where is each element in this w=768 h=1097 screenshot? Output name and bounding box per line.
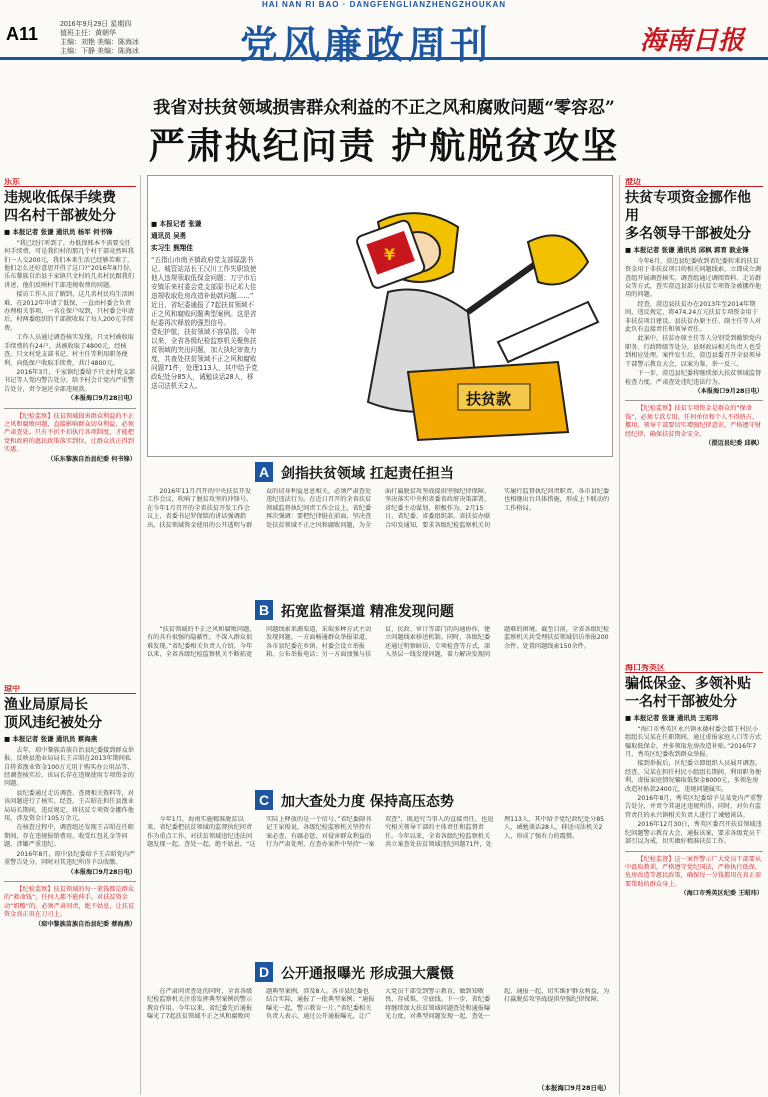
story-location: 琼中 — [4, 685, 136, 694]
headline-kicker: 我省对扶贫领域损害群众利益的不正之风和腐败问题“零容忍” — [153, 98, 615, 118]
section-a-header — [255, 462, 555, 482]
section-title: 剑指扶贫领域 扛起责任担当 — [281, 466, 454, 482]
proof-editor: 主编：下静 美编：陈海冰 — [60, 48, 139, 55]
story-title: 违规收低保手续费 四名村干部被处分 — [4, 190, 116, 225]
paragraph: 接到举报后，区纪委立即组织人员展开调查。经查，吴某在担任村民小组组长期间，利用职务便利，虚报家庭情况骗取低保金8000元，多领危房改造补贴款2400元，违规问题属实。 — [625, 760, 762, 793]
svg-text:¥: ¥ — [384, 245, 396, 264]
column-divider — [140, 175, 141, 1095]
paragraph: 县纪委通过走访调查、查阅相关资料等，对该问题进行了核实。经查，王吉昭在担任县渔业局局长期间，违反规定，将扶贫专项资金挪作他用，涉及资金计105万余元。 — [4, 789, 134, 823]
illustration-label: 扶贫款 — [466, 390, 512, 408]
byline-intern: 实习生 熊翔佳 — [151, 244, 193, 252]
commentary-credit: （海口市秀英区纪委 王昭玮） — [680, 890, 763, 898]
right-story-2 — [625, 664, 763, 1094]
section-tag: B — [255, 600, 273, 620]
paragraph: 今年1月，海南实施精准脱贫以来，省纪委把扶贫领域的监督执纪问责作为重点工作，对扶贫领域违纪违法问题发现一起、查处一起，绝不姑息。“这实际上释放的是一个信号。”省纪委副书记王家俊说，各级纪检监察机关坚持有案必查、有腐必惩，对侵害群众利益的行为严肃处理，在查办案件中坚持“一案双查”，既追究当事人的直接责任，也追究相关领导干部的主体责任和监督责任。今年以来，全省各级纪检监察机关共立案查处扶贫领域违纪问题71件，处理113人，其中给予党纪政纪处分85人，诫勉谈话28人，移送司法机关2人，形成了强有力的震慑。 — [147, 816, 605, 849]
newspaper-logo: 海南日报 — [640, 26, 745, 56]
paragraph: 经查，澄迈县扶贫办在2013年至2014年期间，违反规定，将474.24万元扶贫专项资金用于非扶贫项目建设。县扶贫办原主任、副主任等人对此负有直接责任和领导责任。 — [625, 300, 762, 334]
left-story-2 — [4, 685, 136, 1095]
story-byline: ■ 本报记者 张谦 通讯员 杨军 何书锋 — [4, 228, 113, 237]
page-number: A11 — [6, 24, 39, 44]
left-story-1 — [4, 178, 136, 678]
duty-editor: 值班主任：黄朝华 — [60, 30, 116, 37]
column-divider — [619, 175, 620, 1095]
paragraph: 下一步，澄迈县纪委将继续加大扶贫领域监督检查力度，严肃查处违纪违法行为。 — [625, 370, 762, 386]
dateline-note: （本报海口9月28日电） — [67, 395, 136, 403]
paragraph: 近日，省纪委通报了7起扶贫领域不正之风和腐败问题典型案例。这是省纪委再次释放的强烈信号。 — [151, 301, 257, 327]
page-meta — [60, 20, 139, 56]
section-title: 拓宽监督渠道 精准发现问题 — [281, 604, 454, 620]
paragraph: 此案中，扶贫办原主任等人分别受到撤销党内职务、行政降级等处分，县财政局相关负责人也受到相应处理。案件发生后，澄迈县委召开全县领导干部警示教育大会，以案为鉴、举一反三。 — [625, 335, 762, 368]
section-title: 党风廉政周刊 — [240, 22, 493, 67]
section-d-body — [147, 988, 613, 1082]
paragraph: 接访工作人员了解到，这几名村民均生活困难，在2012年申请了低保，一直由村委会负责办理相关事项，一名在保户叹到，只村委会申请后，村两委组织的干部就收取了每人200元手续费。 — [4, 291, 134, 332]
paragraph: 在严肃问责查处的同时，全省各级纪检监察机关注重发挥典型案例的警示教育作用。今年以来，省纪委先后通报曝光了7起扶贫领域不正之风和腐败问题典型案例，涉及8人。各市县纪委也结合实际，通报了一批典型案例。“通报曝光一起，警示教育一片。”省纪委相关负责人表示，通过公开通报曝光，让广大党员干部受到警示教育，做到知敬畏、存戒惧、守底线。下一步，省纪委将继续加大扶贫领域问题查处和通报曝光力度，对典型问题发现一起、查处一起、通报一起，切实维护群众利益，为打赢脱贫攻坚战提供坚强纪律保障。 — [147, 988, 610, 1021]
divider — [4, 881, 136, 882]
story-byline: ■ 本报记者 张谦 通讯员 邱枫 郭育 敦业锋 — [625, 246, 749, 255]
paragraph: 2016年12月30日，秀英区委召开扶贫领域违纪问题警示教育大会，通报该案，要求各级党员干部引以为戒，切实做好精准扶贫工作。 — [625, 821, 762, 846]
commentary: 【纪检监督】这一案件警示广大党员干部要从中汲取教训，严格遵守党纪国法，严格执行低保、危房改造等惠民政策，确保每一分钱都用在真正需要帮助的群众身上。 — [625, 855, 762, 888]
story-title: 骗低保金、多领补贴 一名村干部被处分 — [625, 676, 751, 711]
paragraph: 在核查过程中，调查组还发现王吉昭在任职期间，存在违规报销费用、收受红包礼金等问题，涉嫌严重违纪。 — [4, 824, 134, 849]
chief-editor: 主编：刘艳 美编：陈海冰 — [60, 39, 139, 46]
section-d-header — [255, 962, 555, 982]
commentary-credit: （澄迈县纪委 邱枫） — [705, 439, 763, 447]
paragraph: 党纪护航，扶贫领域不容染指。今年以来，全省各级纪检监察机关聚焦扶贫领域的突出问题，加大执纪审查力度，共查处扶贫领域不正之风和腐败问题71件，处理113人，其中给予党政纪处分85人，诫勉谈话28人，移送司法机关2人。 — [151, 328, 258, 390]
divider — [625, 851, 763, 852]
byline-reporter: ■ 本报记者 张谦 — [151, 220, 202, 228]
paragraph: “我已经打听到了，办低保账本不需要交任何手续费，可是我们村的那几个村干部竟然叫我们一人交200元，我们本来生活已经够苦难了，他们怎么还好意思开得了这口?”2016年8月份，乐东黎族自治县千家镇只文村的几名村民跟我们讲述，他们反映村干部违规收费的问题。 — [4, 239, 136, 289]
paragraph: 2016年3月，千家镇纪委给予只文村党支部书记等人党内警告处分，给予村会计党内严重警告处分，责令退还全部违规款。 — [4, 368, 136, 393]
section-c-body — [147, 816, 613, 956]
commentary: 【纪检监察】扶贫专项资金是群众的“保命钱”，必须专款专用，任何单位和个人不得挤占、挪用。领导干部要切实增强纪律意识，严格遵守财经纪律，确保扶贫资金安全。 — [625, 405, 762, 438]
story-location: 澄迈 — [625, 178, 763, 187]
paragraph: 2016年8月，琼中县纪委给予王吉昭党内严重警告处分，同时对其违纪所得予以收缴。 — [4, 850, 136, 867]
dateline-note: （本报海口9月28日电） — [537, 1084, 610, 1092]
commentary-credit: （琼中黎族苗族自治县纪委 蔡海燕） — [34, 920, 136, 928]
section-tag: D — [255, 962, 273, 982]
masthead — [0, 0, 768, 67]
section-tag: C — [255, 790, 273, 810]
section-title: 公开通报曝光 形成强大震慑 — [281, 966, 454, 982]
story-title: 渔业局原局长 顶风违纪被处分 — [4, 697, 102, 732]
cartoon-illustration — [268, 182, 608, 442]
paragraph: 2016年11月召开的中央扶贫开发工作会议，吹响了脱贫攻坚的冲锋号。在今年1月召开的全省扶贫开发工作会议上，省委书记罗保铭的讲话强调指出，扶贫领域资金使用的公开透明与群众的切身利益息息相关，必须严肃查处违纪违法行为。在近日召开的全省扶贫领域监督执纪问责工作会议上，省纪委再次强调：要把纪律挺在前面，坚决查处扶贫领域不正之风和腐败问题，为全面打赢脱贫攻坚战提供坚强纪律保障。坚决落实中央和省委省政府决策部署，省纪委主动谋划、积极作为。2月15日，省纪委、省委组织部、省扶贫办联合印发通知，要求各级纪检监察机关切实履行监督执纪问责职责。各市县纪委也相继出台具体措施，形成上下联动的工作格局。 — [147, 488, 610, 529]
paragraph: 今年6月，澄迈县纪委收到省纪委转来的扶贫资金用于非扶贫项目的相关问题线索，立即成立调查组开展调查核实。调查组通过调阅资料、走访群众等方式，查实澄迈县部分扶贫专项资金被挪作他用的问题。 — [625, 257, 762, 299]
section-tag: A — [255, 462, 273, 482]
story-location: 乐东 — [4, 178, 136, 187]
paragraph: “海口市秀英区永兴镇永德村委会儒王村民小组组长吴某在任职期间，通过虚报家庭人口等方式骗取低保金，并多领取危房改造补贴。”2016年7月，秀英区纪委收到群众举报。 — [625, 725, 762, 759]
right-story-1 — [625, 178, 763, 658]
story-byline: ■ 本报记者 张谦 通讯员 王昭玮 — [625, 714, 719, 723]
paragraph: “五指山市南圣镇政府党支部原副书记、城管站站长王汉川工作失职致使他人违规领取低保金问题；万宁市后安镇乐来村委会党支部原书记邓大佳违规收取危房改造补助款问题……” — [151, 256, 257, 300]
divider — [625, 400, 763, 401]
section-title: 加大查处力度 保持高压态势 — [281, 794, 454, 810]
divider — [4, 408, 136, 409]
commentary: 【纪检监察】扶贫领域损害群众利益的不正之风和腐败问题，直接影响群众切身利益，必须严肃查处。只有不折不扣执行各项制度，才能把党和政府的惠民政策落实到位，让群众真正得到实惠。 — [4, 412, 134, 454]
paragraph: 2016年8月，秀英区纪委给予吴某党内严重警告处分，并责令其退还违规所得。同时，对负有监管责任的永兴镇相关负责人进行了诫勉谈话。 — [625, 795, 763, 819]
paragraph: 去年，琼中黎族苗族自治县纪委接到群众举报，反映县渔业局局长王吉昭在2013年期间私自将省渔业资金100万元用于购买办公用品等，经调查核实后，该局长存在违规使用专项资金的问题。 — [4, 746, 134, 788]
dateline-note: （本报海口9月28日电） — [67, 868, 136, 876]
feature-intro — [151, 220, 259, 391]
issue-date: 2016年9月29日 星期四 — [60, 21, 132, 28]
section-c-header — [255, 790, 555, 810]
commentary-credit: （乐东黎族自治县纪委 何书锋） — [47, 455, 136, 463]
main-headline: 严肃执纪问责 护航脱贫攻坚 — [148, 125, 620, 167]
section-a-body — [147, 488, 613, 594]
commentary: 【纪检监察】扶贫领域的每一笔钱都是群众的“救命钱”，任何人都不能伸手。对扶贫资金动“奶酪”的，必须严肃问责，绝不姑息，让扶贫资金真正用在刀刃上。 — [4, 885, 135, 919]
pinyin-title: HAI NAN RI BAO · DANGFENGLIANZHENGZHOUKAN — [261, 0, 507, 9]
story-title: 扶贫专项资金挪作他用 多名领导干部被处分 — [625, 190, 751, 243]
story-location: 海口秀英区 — [625, 664, 763, 673]
paragraph: “扶贫领域的不正之风和腐败问题，有的具有很强的隐蔽性，不深入群众很难发现。”省纪委相关负责人介绍，今年以来，全省各级纪检监察机关不断拓宽问题线索来源渠道，采取多种方式主动发现问题。一方面畅通群众举报渠道，各市县纪委在乡镇、村委会设立举报箱、公布举报电话；另一方面加强与扶贫、民政、审计等部门的沟通协作，建立问题线索移送机制。同时，各级纪委还通过明察暗访、专项检查等方式，深入基层一线发现问题，着力解决发现问题难的困境。截至目前，全省各级纪检监察机关共受理扶贫领域信访举报200余件，处置问题线索150余件。 — [147, 626, 610, 659]
section-b-body — [147, 626, 613, 784]
dateline-note: （本报海口9月28日电） — [694, 387, 763, 395]
paragraph: 工作人员通过调查核实发现，只文村被收取手续费的有24户，共被收取了4800元。经核查，只文村党支部书记、村主任等利用职务便利，向低保户收取手续费，共计4800元。 — [4, 334, 134, 367]
byline-correspondent: 通讯员 吴勇 — [151, 232, 187, 240]
section-b-header — [255, 600, 555, 620]
story-byline: ■ 本报记者 张谦 通讯员 蔡海燕 — [4, 735, 98, 744]
